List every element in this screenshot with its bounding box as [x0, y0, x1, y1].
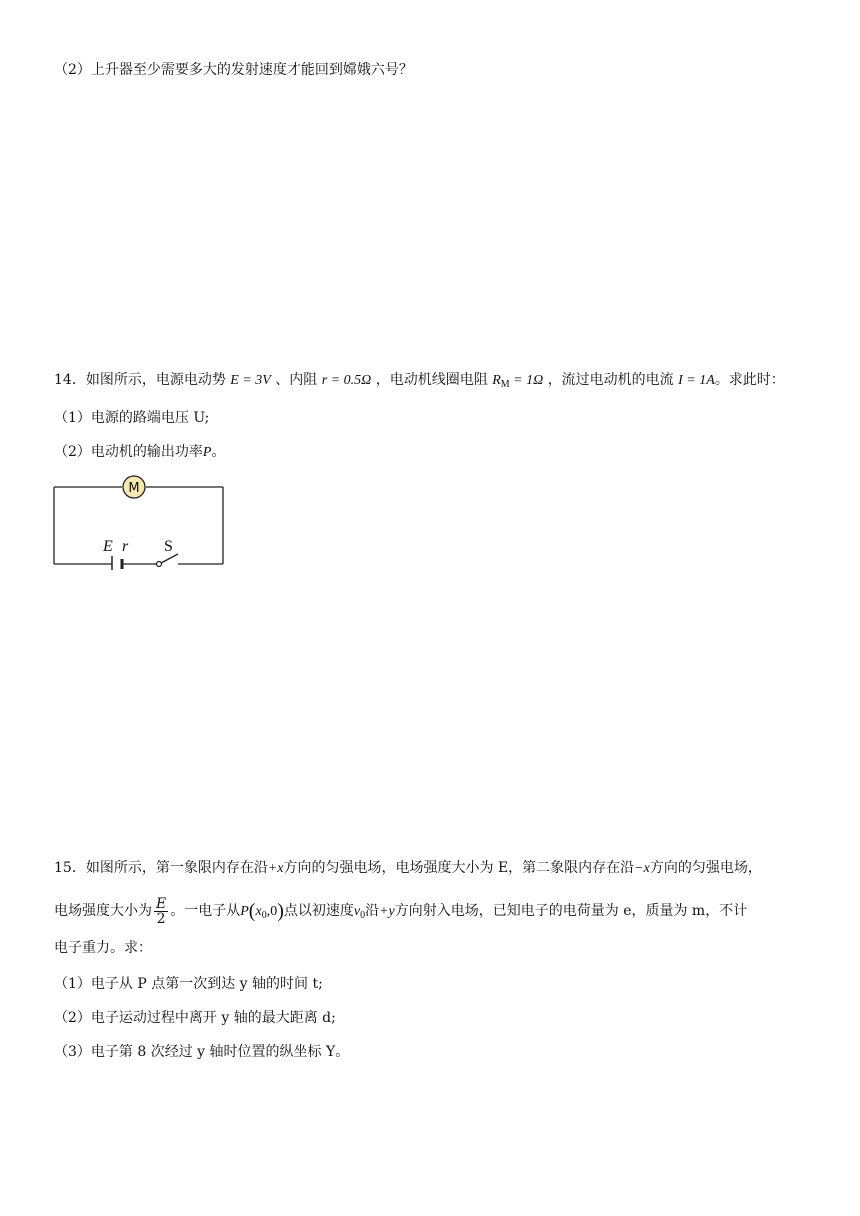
q15-initial-velocity: $v_0$	[353, 904, 366, 921]
q14-intro-c: ，电动机线圈电阻	[375, 372, 488, 388]
switch-pivot	[157, 562, 162, 567]
q14-intro-d: ，流过电动机的电流	[547, 372, 674, 388]
motor-label: M	[128, 481, 140, 496]
q14-current: I = 1A	[678, 373, 715, 388]
q15-line2: 电场强度大小为 $\frac{E}{2}$ 。一电子从$P(x_0,0)$点以初速度$v_0$沿+y方向射入电场，已知电子的电荷量为 e，质量为 m，不计	[54, 895, 748, 927]
q15-part3: （3）电子第 8 次经过 y 轴时位置的纵坐标 Y。	[54, 1044, 350, 1060]
emf-label: E	[103, 538, 113, 555]
q14-intro	[54, 370, 785, 395]
q15-line1: 15．如图所示，第一象限内存在沿+x方向的匀强电场，电场强度大小为 E，第二象限内存在沿−x方向的匀强电场，	[54, 860, 762, 876]
circuit-diagram	[50, 474, 230, 570]
q15-part1: （1）电子从 P 点第一次到达 y 轴的时间 t;	[54, 976, 323, 992]
q15-minus-x: −x	[634, 861, 650, 876]
q14-rm-value: = 1Ω	[509, 373, 544, 388]
q13-part2: （2）上升器至少需要多大的发射速度才能回到嫦娥六号？	[54, 62, 413, 78]
q14-power-symbol: P	[202, 445, 212, 460]
q14-emf: E = 3V	[230, 373, 271, 388]
q15-fraction: $\frac{E}{2}$	[156, 895, 167, 927]
q15-point-p: $P(x_0,0)$	[240, 900, 284, 922]
q15-part2: （2）电子运动过程中离开 y 轴的最大距离 d;	[54, 1010, 336, 1026]
switch-lever	[161, 554, 178, 563]
q14-intro-a: 14．如图所示，电源电动势	[54, 372, 226, 388]
q15-plus-x: +x	[267, 861, 284, 876]
q14-r-value: r = 0.5Ω	[321, 373, 372, 388]
switch-label: S	[164, 538, 173, 555]
q14-intro-b: 、内阻	[275, 372, 318, 388]
internal-resistance-label: r	[122, 538, 129, 555]
q14-part1: （1）电源的路端电压 U;	[54, 410, 210, 426]
q14-intro-e: 。求此时：	[714, 372, 785, 388]
q14-part2: （2）电动机的输出功率P。	[54, 444, 226, 460]
q15-line3: 电子重力。求：	[54, 940, 152, 956]
q14-rm-symbol: $R_M$	[492, 373, 510, 390]
q15-plus-y: +y	[379, 904, 395, 919]
